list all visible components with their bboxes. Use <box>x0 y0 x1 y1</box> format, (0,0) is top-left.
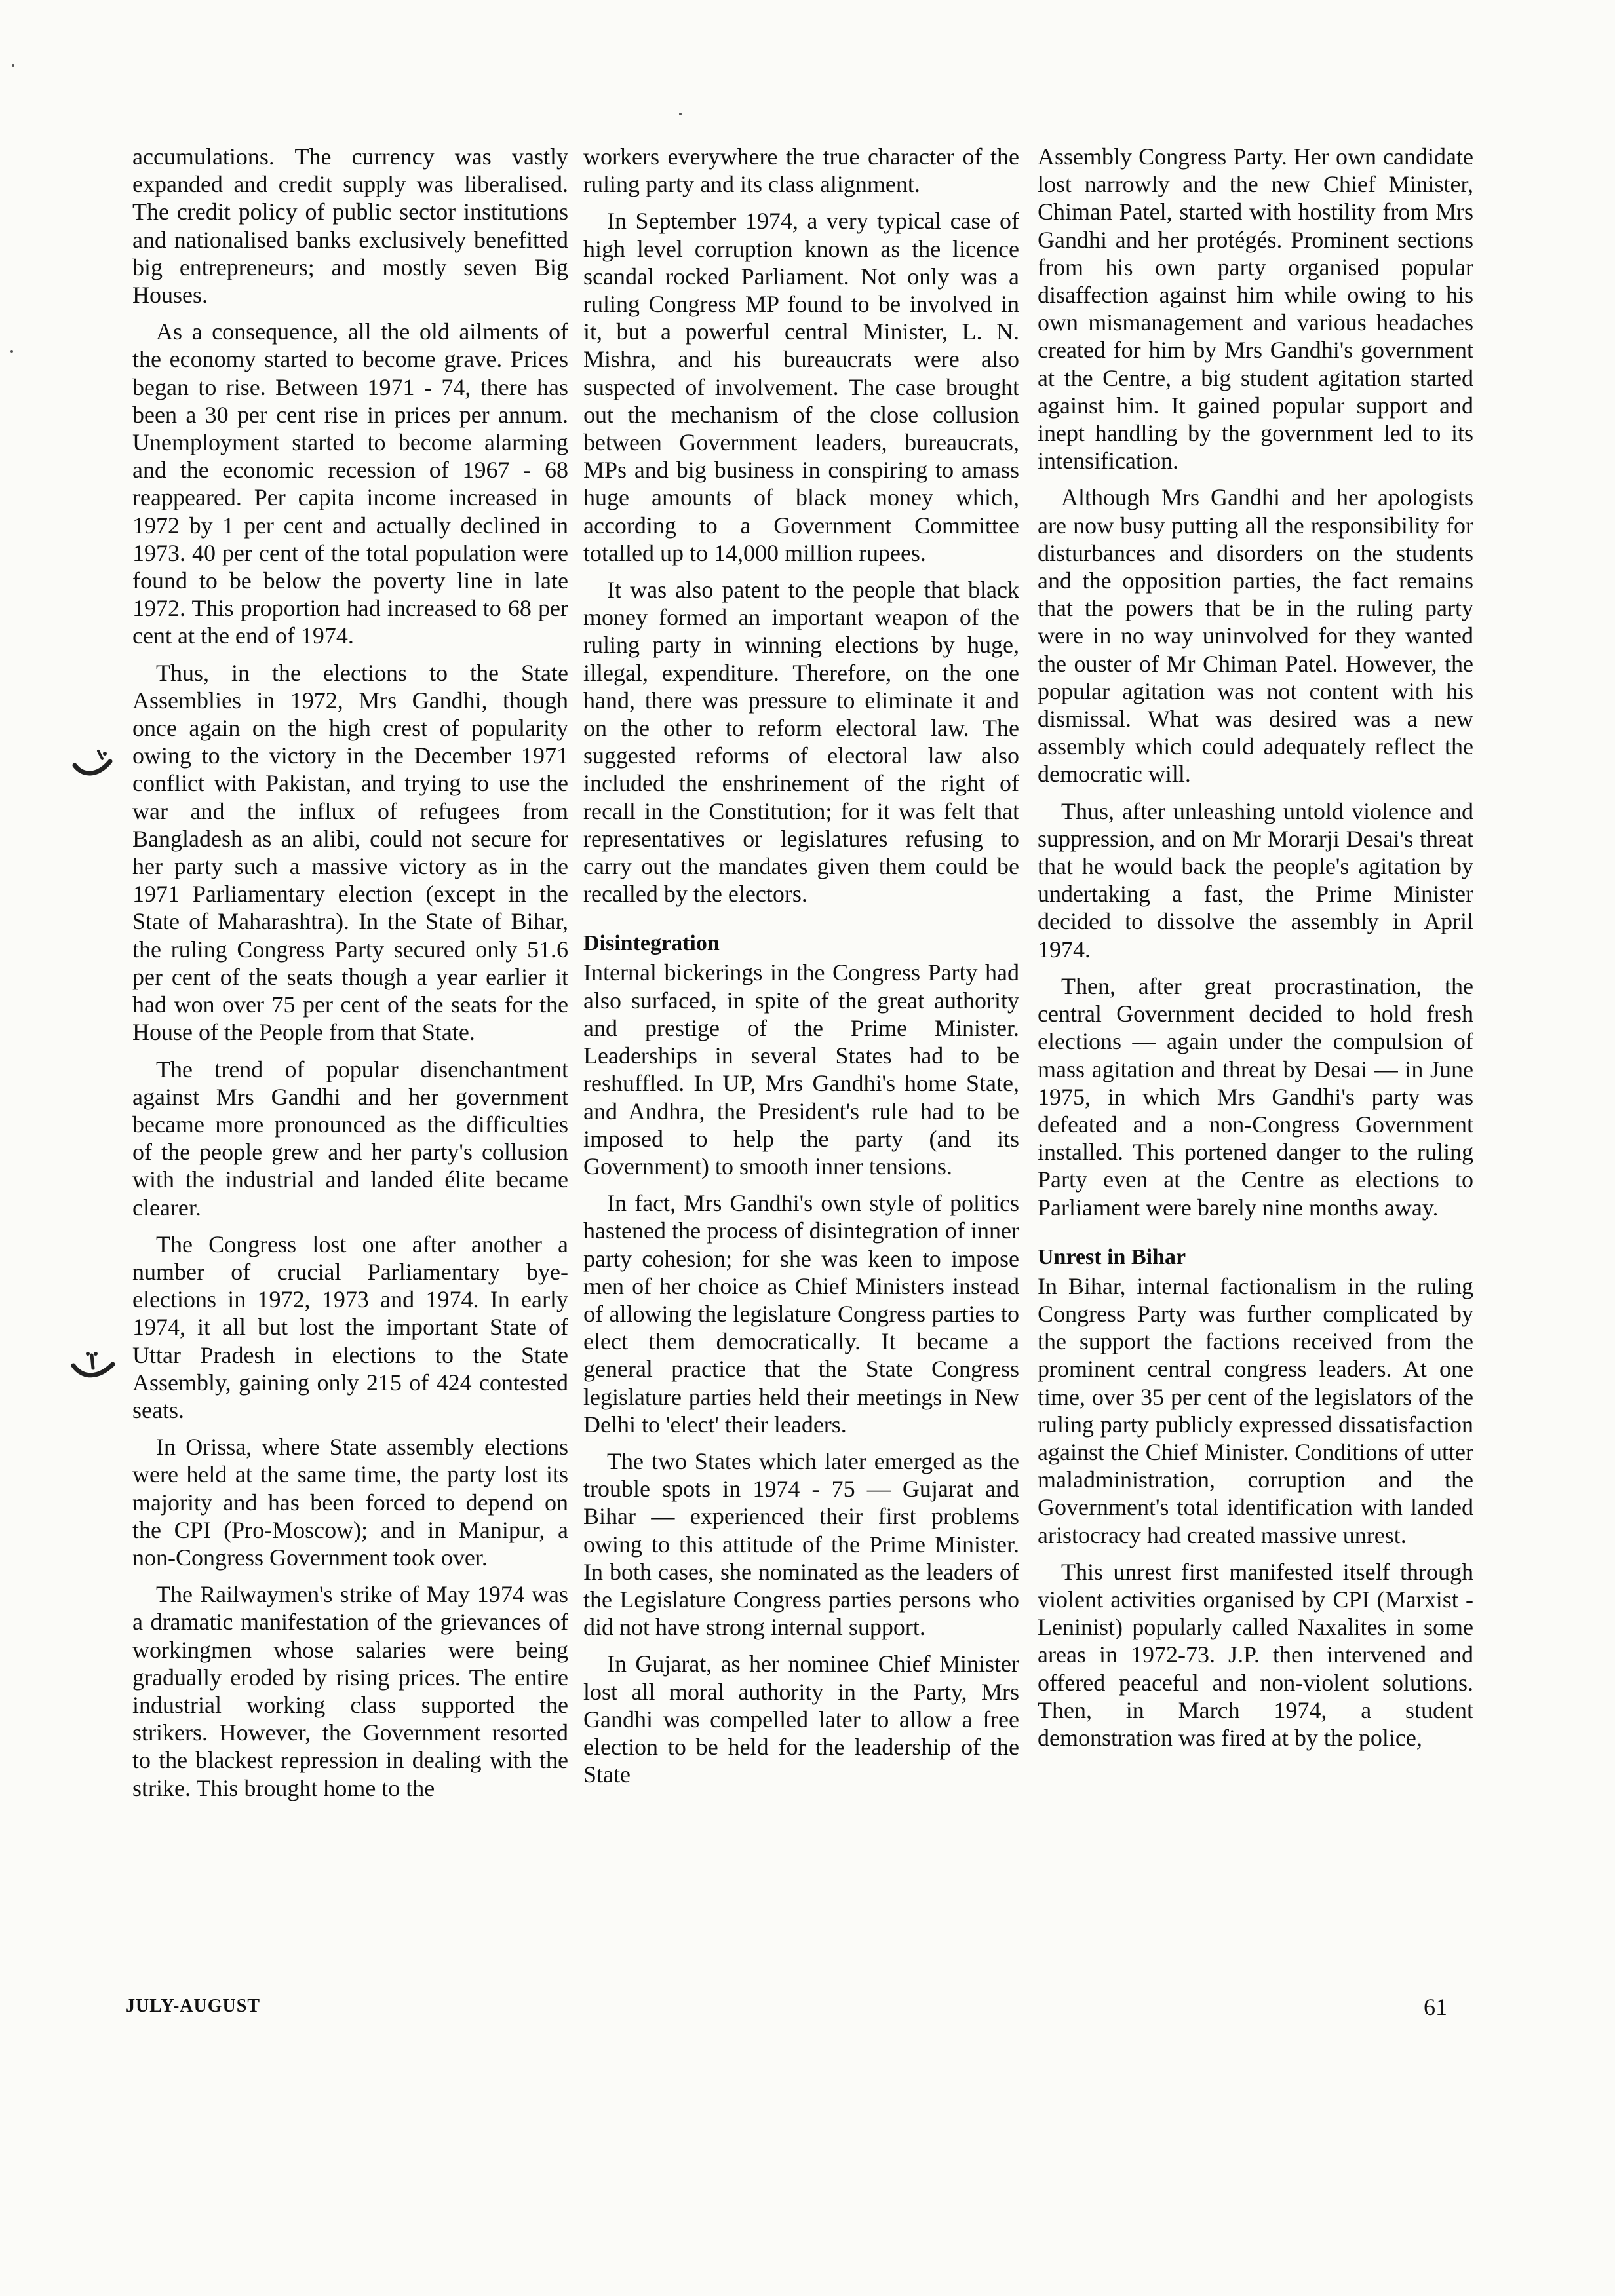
paragraph: accumulations. The currency was vastly expanded and credit supply was liberalised. The credit policy of public sector institutions and nationalised banks exclusively benefitted big entrepreneurs; and mostly seven Big Houses. <box>132 144 568 309</box>
scan-speck <box>679 113 682 115</box>
paragraph: In Bihar, internal factionalism in the ruling Congress Party was further complicated by the support the factions received from the prominent central congress leaders. At one time, over 35 per cent of the legislators of the ruling party publicly expressed dissatisfaction against the Chief Minister. Conditions of utter maladministration, corruption and the Government's total identification with landed aristocracy had created massive unrest. <box>1038 1272 1473 1548</box>
paragraph: As a consequence, all the old ailments of the economy started to become grave. Prices began to rise. Between 1971 - 74, there has been a 30 per cent rise in prices per annum. Unemployment started to become alarming and the economic recession of 1967 - 68 reappeared. Per capita income increased in 1972 by 1 per cent and actually declined in 1973. 40 per cent of the total population were found to be below the poverty line in late 1972. This proportion had increased to 68 per cent at the end of 1974. <box>132 318 568 649</box>
paragraph: Thus, after unleashing untold violence and suppression, and on Mr Morarji Desai's threat that he would back the people's agitation by undertaking a fast, the Prime Minister decided to dissolve the assembly in April 1974. <box>1038 797 1473 963</box>
paragraph: Internal bickerings in the Congress Party had also surfaced, in spite of the great authority and prestige of the Prime Minister. Leaderships in several States had to be reshuffled. In UP, Mrs Gandhi's home State, and Andhra, the President's rule had to be imposed to help the party (and its Government) to smooth inner tensions. <box>583 959 1019 1179</box>
paragraph: In September 1974, a very typical case of high level corruption known as the licence scandal rocked Parliament. Not only was a ruling Congress MP found to be involved in it, but a powerful central Minister, L. N. Mishra, and his bureaucrats were also suspected of involvement. The case brought out the mechanism of the close collusion between Government leaders, bureaucrats, MPs and big business in conspiring to amass huge amounts of black money which, according to a Government Committee totalled up to 14,000 million rupees. <box>583 208 1019 566</box>
margin-mark-icon <box>69 1349 119 1388</box>
section-heading: Disintegration <box>583 931 720 956</box>
paragraph: Then, after great procrastination, the central Government decided to hold fresh elections — again under the compulsion of mass agitation and threat by Desai — in June 1975, in which Mrs Gandhi's party was defeated and a non-Congress Government installed. This portened danger to the ruling Party even at the Centre as elections to Parliament were barely nine months away. <box>1038 972 1473 1221</box>
paragraph: The Congress lost one after another a number of crucial Parliamentary bye-elections in 1972, 1973 and 1974. In early 1974, it all but lost the important State of Uttar Pradesh in elections to the State Assembly, gaining only 215 of 424 contested seats. <box>132 1231 568 1423</box>
paragraph: This unrest first manifested itself through violent activities organised by CPI (Marxist - Leninist) popularly called Naxalites in some areas in 1972-73. J.P. then intervened and offered peaceful and non-violent solutions. Then, in March 1974, a student demonstration was fired at by the police, <box>1038 1558 1473 1751</box>
paragraph: In Gujarat, as her nominee Chief Minister lost all moral authority in the Party, Mrs Gandhi was compelled later to allow a free election to be held for the leadership of the State <box>583 1651 1019 1788</box>
paragraph: The trend of popular disenchantment against Mrs Gandhi and her government became more pronounced as the difficulties of the people grew and her party's collusion with the industrial and landed élite became clearer. <box>132 1056 568 1221</box>
paragraph: In fact, Mrs Gandhi's own style of politics hastened the process of disintegration of inner party cohesion; for she was keen to impose men of her choice as Chief Ministers instead of allowing the legislature Congress parties to elect them democratically. It became a general practice that the State Congress legislature parties held their meetings in New Delhi to 'elect' their leaders. <box>583 1190 1019 1438</box>
margin-mark-icon <box>71 747 117 786</box>
scan-speck <box>12 64 14 67</box>
paragraph: workers everywhere the true character of the ruling party and its class alignment. <box>583 144 1019 198</box>
text-column-3 <box>1038 143 1473 1761</box>
text-column-1 <box>132 143 568 1811</box>
page-number: 61 <box>1424 1994 1447 2020</box>
paragraph: The two States which later emerged as the trouble spots in 1974 - 75 — Gujarat and Bihar — experienced their first problems owing to this attitude of the Prime Minister. In both cases, she nominated as the leaders of the Legislature Congress parties persons who did not have strong internal support. <box>583 1447 1019 1641</box>
paragraph: Although Mrs Gandhi and her apologists are now busy putting all the responsibility for disturbances and disorders on the students and the opposition parties, the fact remains that the powers that be in the ruling party were in no way uninvolved for they wanted the ouster of Mr Chiman Patel. However, the popular agitation was not content with his dismissal. What was desired was a new assembly which could adequately reflect the democratic will. <box>1038 484 1473 788</box>
paragraph: The Railwaymen's strike of May 1974 was a dramatic manifestation of the grievances of workingmen whose salaries were being gradually eroded by rising prices. The entire industrial working class supported the strikers. However, the Government resorted to the blackest repression in dealing with the strike. This brought home to the <box>132 1581 568 1801</box>
paragraph: In Orissa, where State assembly elections were held at the same time, the party lost its majority and has been forced to depend on the CPI (Pro-Moscow); and in Manipur, a non-Congress Government took over. <box>132 1434 568 1571</box>
scan-speck <box>10 350 13 353</box>
text-column-2 <box>583 143 1019 1797</box>
paragraph: Assembly Congress Party. Her own candidate lost narrowly and the new Chief Minister, Chiman Patel, started with hostility from Mrs Gandhi and her protégés. Prominent sections from his own party organised popular disaffection against him while owing to his own mismanagement and various headaches created for him by Mrs Gandhi's government at the Centre, a big student agitation started against him. It gained popular support and inept handling by the government led to its intensification. <box>1038 144 1473 474</box>
paragraph: It was also patent to the people that black money formed an important weapon of the ruling party in winning elections by huge, illegal, expenditure. Therefore, on the one hand, there was pressure to eliminate it and on the other to reform electoral law. The suggested reforms of electoral law also included the enshrinement of the right of recall in the Constitution; for it was felt that representatives or legislatures refusing to carry out the mandates given them could be recalled by the electors. <box>583 577 1019 908</box>
paragraph: Thus, in the elections to the State Assemblies in 1972, Mrs Gandhi, though once again on the high crest of popularity owing to the victory in the December 1971 conflict with Pakistan, and trying to use the war and the influx of refugees from Bangladesh as an alibi, could not secure for her party such a massive victory as in the 1971 Parliamentary election (except in the State of Maharashtra). In the State of Bihar, the ruling Congress Party secured only 51.6 per cent of the seats though a year earlier it had won over 75 per cent of the seats for the House of the People from that State. <box>132 659 568 1046</box>
section-heading: Unrest in Bihar <box>1038 1244 1186 1269</box>
issue-date-footer: JULY-AUGUST <box>126 1996 260 2016</box>
